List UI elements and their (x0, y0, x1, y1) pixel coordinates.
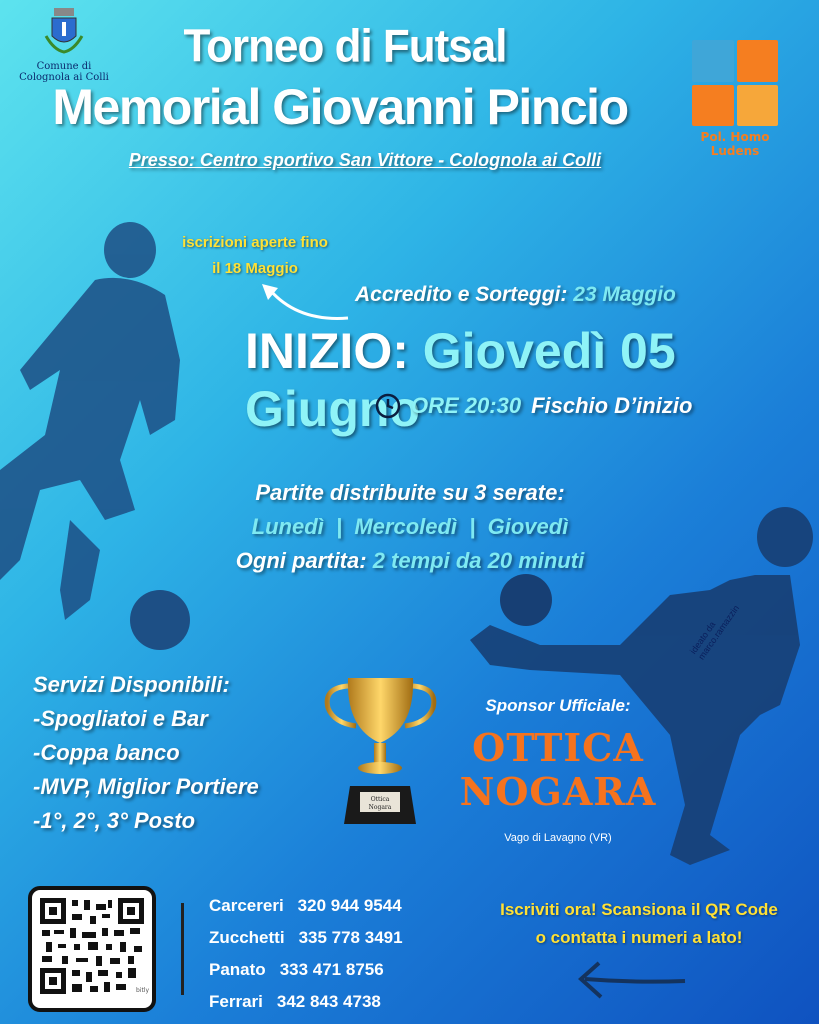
start-date: Giovedì 05 Giugno (245, 323, 676, 437)
matches-info (150, 476, 670, 578)
matches-duration (150, 544, 670, 578)
title-line1: Torneo di Futsal (183, 20, 507, 73)
contact-name: Carcereri (209, 896, 284, 915)
contact-phone[interactable]: 320 944 9544 (297, 896, 402, 915)
trophy-plate-line2: Nogara (368, 804, 392, 811)
cta-line2: o contatta i numeri a lato! (535, 928, 743, 947)
start-line (245, 322, 805, 438)
contact-phone[interactable]: 335 778 3491 (298, 928, 403, 947)
homo-ludens-label: Pol. Homo Ludens (700, 130, 770, 158)
credit-text: ideato da marco.ramazzin (688, 603, 742, 662)
registration-line2: il 18 Maggio (212, 260, 298, 277)
sponsor-title: Sponsor Ufficiale: (485, 696, 631, 715)
contact-row (209, 890, 479, 922)
comune-line1: Comune di (36, 61, 92, 72)
kickoff-time: ORE 20:30 (411, 393, 522, 418)
contact-row (209, 986, 479, 1018)
trophy-icon (318, 668, 443, 828)
contact-phone[interactable]: 333 471 8756 (279, 960, 384, 979)
qr-code[interactable] (28, 886, 156, 1012)
registration-line1: iscrizioni aperte fino (182, 234, 328, 251)
accredito-label: Accredito e Sorteggi: (355, 283, 574, 306)
curved-arrow-icon (258, 280, 353, 325)
qr-brand: bitly (136, 987, 150, 994)
sponsor-block (458, 696, 658, 844)
player-left-silhouette (0, 220, 200, 660)
services-list (33, 668, 353, 838)
service-item: -MVP, Miglior Portiere (33, 774, 259, 799)
duration-value: 2 tempi da 20 minuti (372, 548, 585, 573)
services-title: Servizi Disponibili: (33, 672, 230, 697)
contacts-list (209, 890, 479, 1018)
sponsor-location: Vago di Lavagno (VR) (504, 832, 612, 844)
clock-icon (375, 393, 401, 419)
trophy-plate-line1: Ottica (370, 796, 390, 803)
cta-line1: Iscriviti ora! Scansiona il QR Code (500, 900, 778, 919)
matches-days: Lunedì | Mercoledì | Giovedì (251, 514, 569, 539)
contact-phone[interactable]: 342 843 4738 (276, 992, 381, 1011)
contact-row (209, 954, 479, 986)
contact-row (209, 922, 479, 954)
service-item: -Coppa banco (33, 740, 180, 765)
sponsor-name-line1: OTTICA (472, 725, 644, 770)
contact-name: Zucchetti (209, 928, 285, 947)
call-to-action (484, 896, 794, 952)
title-line2: Memorial Giovanni Pincio (52, 79, 628, 135)
service-item: -1°, 2°, 3° Posto (33, 808, 196, 833)
comune-logo (14, 6, 114, 83)
start-label: INIZIO: (245, 323, 423, 379)
contact-name: Ferrari (209, 992, 263, 1011)
venue-text: Presso: Centro sportivo San Vittore - Colognola ai Colli (128, 150, 602, 170)
sponsor-name-line2: NOGARA (459, 769, 657, 814)
registration-note (155, 230, 355, 282)
service-item: -Spogliatoi e Bar (33, 706, 208, 731)
kickoff-line (375, 393, 815, 419)
kickoff-text: Fischio D’inizio (531, 393, 693, 418)
qr-code-image (40, 898, 150, 994)
contact-name: Panato (209, 960, 266, 979)
accredito-date: 23 Maggio (573, 283, 676, 306)
duration-label: Ogni partita: (235, 548, 373, 573)
comune-line2: Colognola ai Colli (19, 72, 109, 83)
homo-ludens-emblem (692, 40, 778, 126)
coat-of-arms-icon (44, 6, 84, 56)
matches-line1: Partite distribuite su 3 serate: (255, 480, 565, 505)
accredito-line (355, 283, 805, 307)
homo-ludens-logo (680, 40, 790, 158)
contacts-divider (181, 903, 184, 995)
arrow-left-icon (575, 955, 690, 1005)
